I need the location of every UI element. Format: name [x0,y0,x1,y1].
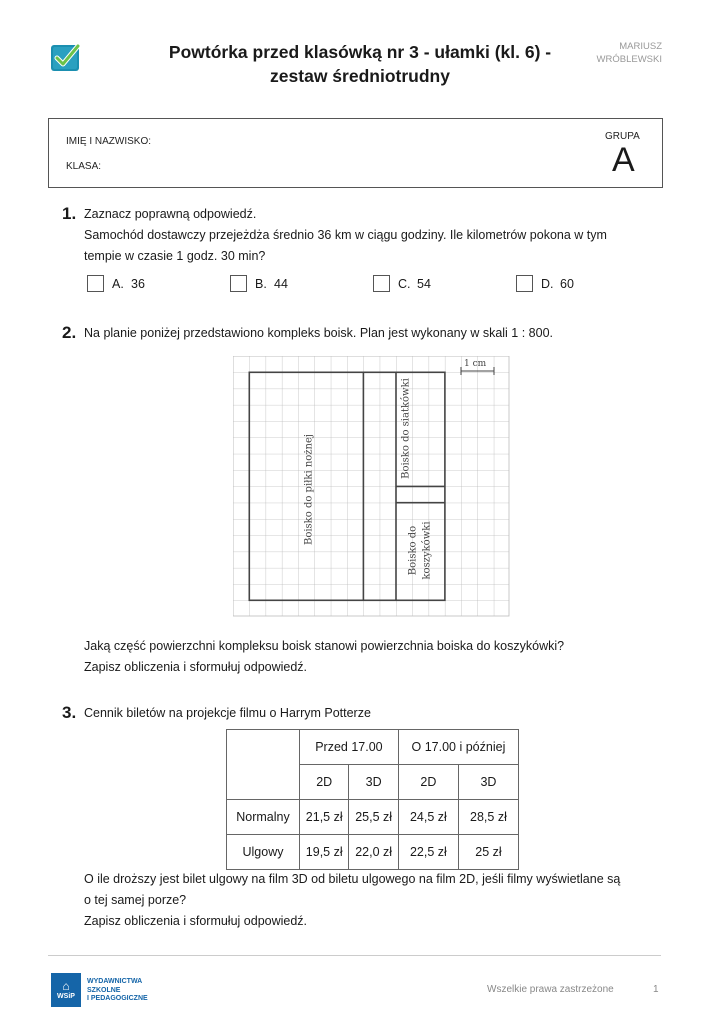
basketball-field-label-line2: koszykówki [421,521,433,580]
logo-text: WSiP [57,993,75,1000]
table-cell: 19,5 zł [300,835,349,870]
page-number: 1 [653,984,659,995]
publisher-logo-icon [51,973,81,1007]
table-cell: 22,5 zł [398,835,458,870]
volleyball-field-label: Boisko do siatkówki [400,378,412,479]
q2-instruction: Zapisz obliczenia i sformułuj odpowiedź. [84,660,308,674]
question-1-text [84,204,607,267]
group-value: A [612,141,635,179]
question-2-number: 2. [62,323,77,342]
table-header-cell: O 17.00 i później [398,730,518,765]
logo-glyph: ⌂ [62,979,70,993]
option-value: 54 [417,277,431,291]
title-line-2: zestaw średniotrudny [270,66,450,86]
option-d-checkbox[interactable] [516,275,533,292]
question-2-instructions [84,636,564,678]
table-subheader-cell: 2D [300,765,349,800]
option-value: 36 [131,277,145,291]
table-row [227,730,519,765]
option-letter: D. [541,277,554,291]
question-2-text: Na planie poniżej przedstawiono kompleks boisk. Plan jest wykonany w skali 1 : 800. [84,326,553,340]
table-subheader-cell: 2D [398,765,458,800]
question-3-instructions [84,869,664,932]
name-label: IMIĘ I NAZWISKO: [66,136,152,147]
option-a-checkbox[interactable] [87,275,104,292]
table-cell: 28,5 zł [458,800,518,835]
author-last-name: WRÓBLEWSKI [596,54,662,65]
ticket-price-table [226,729,519,870]
q3-instruction: Zapisz obliczenia i sformułuj odpowiedź. [84,914,308,928]
author-first-name: MARIUSZ [619,41,662,52]
table-cell: 24,5 zł [398,800,458,835]
option-letter: B. [255,277,267,291]
option-c-checkbox[interactable] [373,275,390,292]
table-subheader-cell: 3D [458,765,518,800]
football-field-label: Boisko do piłki nożnej [303,433,315,546]
table-subheader-cell: 3D [349,765,398,800]
table-header-cell: Przed 17.00 [300,730,399,765]
group-label: GRUPA [605,131,640,142]
q1-line: Samochód dostawczy przejeżdża średnio 36 km w ciągu godziny. Ile kilometrów pokona w tym [84,228,607,242]
publisher-line: I PEDAGOGICZNE [87,995,148,1002]
table-row-label: Ulgowy [227,835,300,870]
q3-question: O ile droższy jest bilet ulgowy na film 3D od biletu ulgowego na film 2D, jeśli filmy wyświetlane są [84,872,621,886]
footer-divider [48,955,661,956]
table-cell: 25,5 zł [349,800,398,835]
option-value: 60 [560,277,574,291]
checkmark-logo-icon [50,42,82,74]
table-row-label: Normalny [227,800,300,835]
title-line-1: Powtórka przed klasówką nr 3 - ułamki (kl. 6) - [168,42,552,62]
author [580,40,662,66]
rights-text: Wszelkie prawa zastrzeżone [487,984,614,995]
publisher-line: SZKOLNE [87,986,121,994]
publisher-name [87,978,148,1004]
q3-question: o tej samej porze? [84,893,187,907]
publisher-line: WYDAWNICTWA [87,978,143,985]
q1-line: tempie w czasie 1 godz. 30 min? [84,249,266,263]
basketball-field-label-line1: Boisko do [407,525,419,576]
table-row [227,800,519,835]
table-cell: 22,0 zł [349,835,398,870]
option-value: 44 [274,277,288,291]
question-3-number: 3. [62,703,77,722]
option-b-checkbox[interactable] [230,275,247,292]
table-cell: 21,5 zł [300,800,349,835]
q1-line: Zaznacz poprawną odpowiedź. [84,207,257,221]
question-3-text: Cennik biletów na projekcje filmu o Harrym Potterze [84,706,371,720]
table-corner-cell [227,730,300,800]
option-letter: C. [398,277,411,291]
class-label: KLASA: [66,161,102,172]
student-info-box [48,118,663,188]
page-title [150,40,570,88]
q2-question: Jaką część powierzchni kompleksu boisk stanowi powierzchnia boiska do koszykówki? [84,639,565,653]
table-cell: 25 zł [458,835,518,870]
sports-plan-grid [233,356,511,618]
scale-label: 1 cm [464,359,487,369]
question-1-number: 1. [62,204,77,223]
option-letter: A. [112,277,124,291]
table-row [227,835,519,870]
